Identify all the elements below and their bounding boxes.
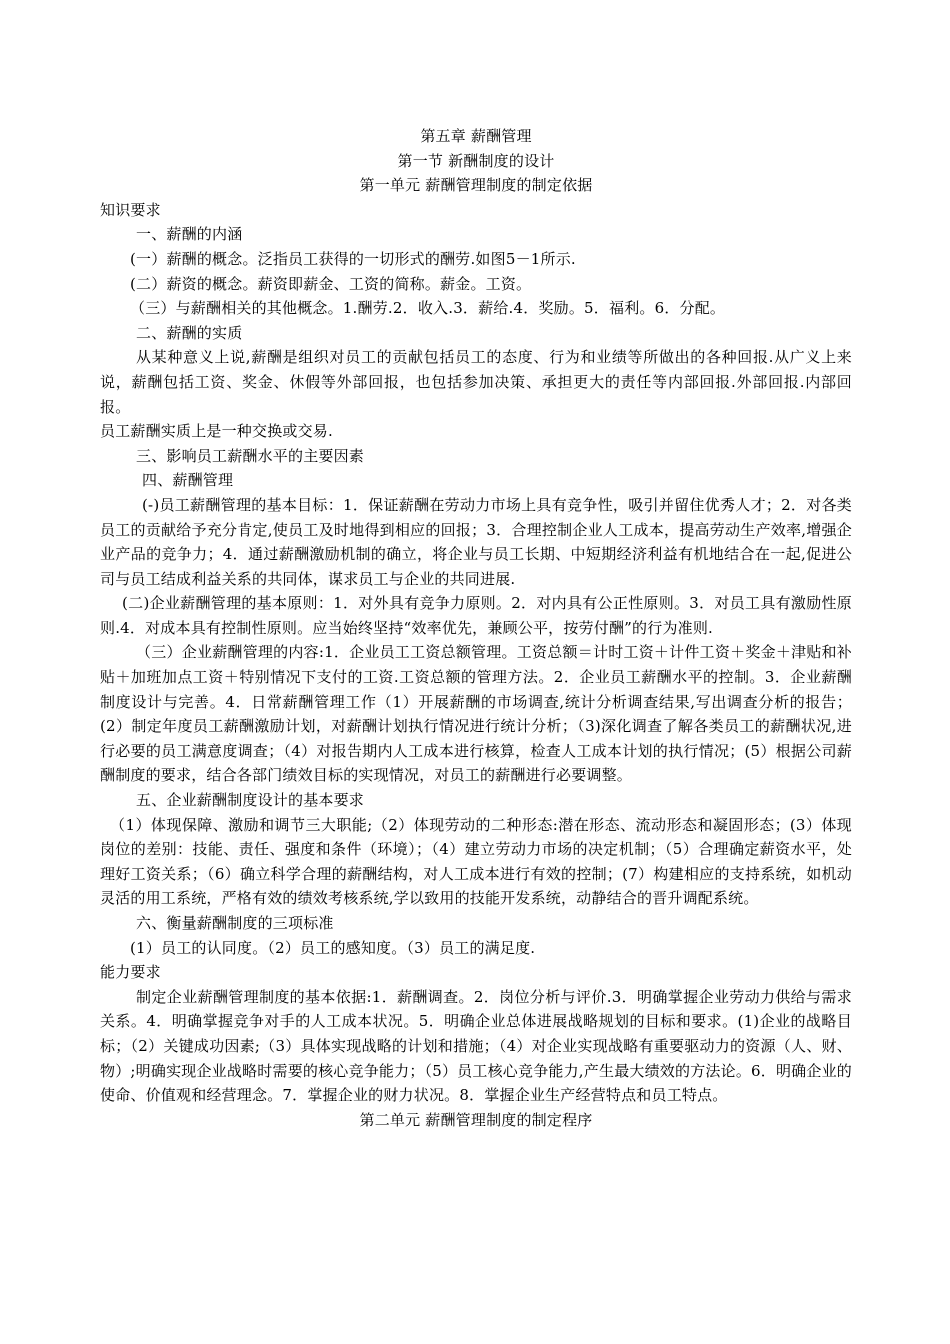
paragraph: (一）薪酬的概念。泛指员工获得的一切形式的酬劳.如图5－1所示. — [130, 249, 576, 268]
ability-heading: 能力要求 — [100, 963, 161, 982]
document-body — [100, 124, 852, 1132]
paragraph: （三）企业薪酬管理的内容:1．企业员工工资总额管理。工资总额＝计时工资＋计件工资＋奖金＋津贴和补贴＋加班加点工资＋特别情况下支付的工资.工资总额的管理方法。2．企业员工薪酬水平的控制。3．企业薪酬制度设计与完善。4．日常薪酬管理工作（1）开展薪酬的市场调查,统计分析调查结果,写出调查分析的报告；(2）制定年度员工薪酬激励计划，对薪酬计划执行情况进行统计分析；（3)深化调查了解各类员工的薪酬状况,进行必要的员工满意度调查；（4）对报告期内人工成本进行核算，检查人工成本计划的执行情况；(5）根据公司薪酬制度的要求，结合各部门绩效目标的实现情况，对员工的薪酬进行必要调整。 — [100, 643, 852, 785]
paragraph: (二）薪资的概念。薪资即薪金、工资的简称。薪金。工资。 — [130, 274, 532, 293]
heading-4: 四、薪酬管理 — [142, 471, 234, 490]
paragraph: (-)员工薪酬管理的基本目标：1．保证薪酬在劳动力市场上具有竞争性，吸引并留住优秀人才；2．对各类员工的贡献给予充分肯定,使员工及时地得到相应的回报；3．合理控制企业人工成本，提高劳动生产效率,增强企业产品的竞争力；4．通过薪酬激励机制的确立，将企业与员工长期、中短期经济利益有机地结合在一起,促进公司与员工结成利益关系的共同体，谋求员工与企业的共同进展. — [100, 495, 852, 588]
paragraph: 员工薪酬实质上是一种交换或交易. — [100, 422, 333, 441]
knowledge-heading: 知识要求 — [100, 200, 161, 219]
paragraph: (二)企业薪酬管理的基本原则：1．对外具有竞争力原则。2．对内具有公正性原则。3．对员工具有激励性原则.4．对成本具有控制性原则。应当始终坚持“效率优先，兼顾公平，按劳付酬”的行为准则. — [100, 594, 852, 637]
unit-title: 第一单元 薪酬管理制度的制定依据 — [359, 176, 593, 195]
heading-5: 五、企业薪酬制度设计的基本要求 — [136, 791, 365, 810]
paragraph: （1）体现保障、激励和调节三大职能;（2）体现劳动的二种形态:潜在形态、流动形态和凝固形态；(3）体现岗位的差别：技能、责任、强度和条件（环境）；（4）建立劳动力市场的决定机制；（5）合理确定薪资水平，处理好工资关系；（6）确立科学合理的薪酬结构，对人工成本进行有效的控制；(7）构建相应的支持系统，如机动灵活的用工系统，严格有效的绩效考核系统,学以致用的技能开发系统，动静结合的晋升调配系统。 — [100, 815, 852, 908]
paragraph: （三）与薪酬相关的其他概念。1.酬劳.2．收入.3．薪给.4．奖励。5．福利。6．分配。 — [130, 299, 726, 318]
chapter-title: 第五章 薪酬管理 — [420, 127, 532, 145]
heading-3: 三、影响员工薪酬水平的主要因素 — [136, 446, 365, 465]
paragraph: (1）员工的认同度。（2）员工的感知度。（3）员工的满足度. — [130, 938, 536, 957]
heading-1: 一、薪酬的内涵 — [136, 225, 243, 244]
paragraph: 制定企业薪酬管理制度的基本依据:1．薪酬调查。2．岗位分析与评价.3．明确掌握企业劳动力供给与需求关系。4．明确掌握竞争对手的人工成本状况。5．明确企业总体进展战略规划的目标和要求。(1)企业的战略目标；（2）关键成功因素;（3）具体实现战略的计划和措施；（4）对企业实现战略有重要驱动力的资源（人、财、物）;明确实现企业战略时需要的核心竞争能力；（5）员工核心竞争能力,产生最大绩效的方法论。6．明确企业的使命、价值观和经营理念。7．掌握企业的财力状况。8．掌握企业生产经营特点和员工特点。 — [100, 987, 852, 1105]
unit-title: 第二单元 薪酬管理制度的制定程序 — [359, 1110, 593, 1129]
section-title: 第一节 新酬制度的设计 — [397, 151, 555, 170]
paragraph: 从某种意义上说,薪酬是组织对员工的贡献包括员工的态度、行为和业绩等所做出的各种回报.从广义上来说，薪酬包括工资、奖金、休假等外部回报，也包括参加决策、承担更大的责任等内部回报.外部回报.内部回报。 — [100, 348, 852, 416]
heading-6: 六、衡量薪酬制度的三项标准 — [136, 914, 334, 932]
heading-2: 二、薪酬的实质 — [136, 323, 243, 342]
